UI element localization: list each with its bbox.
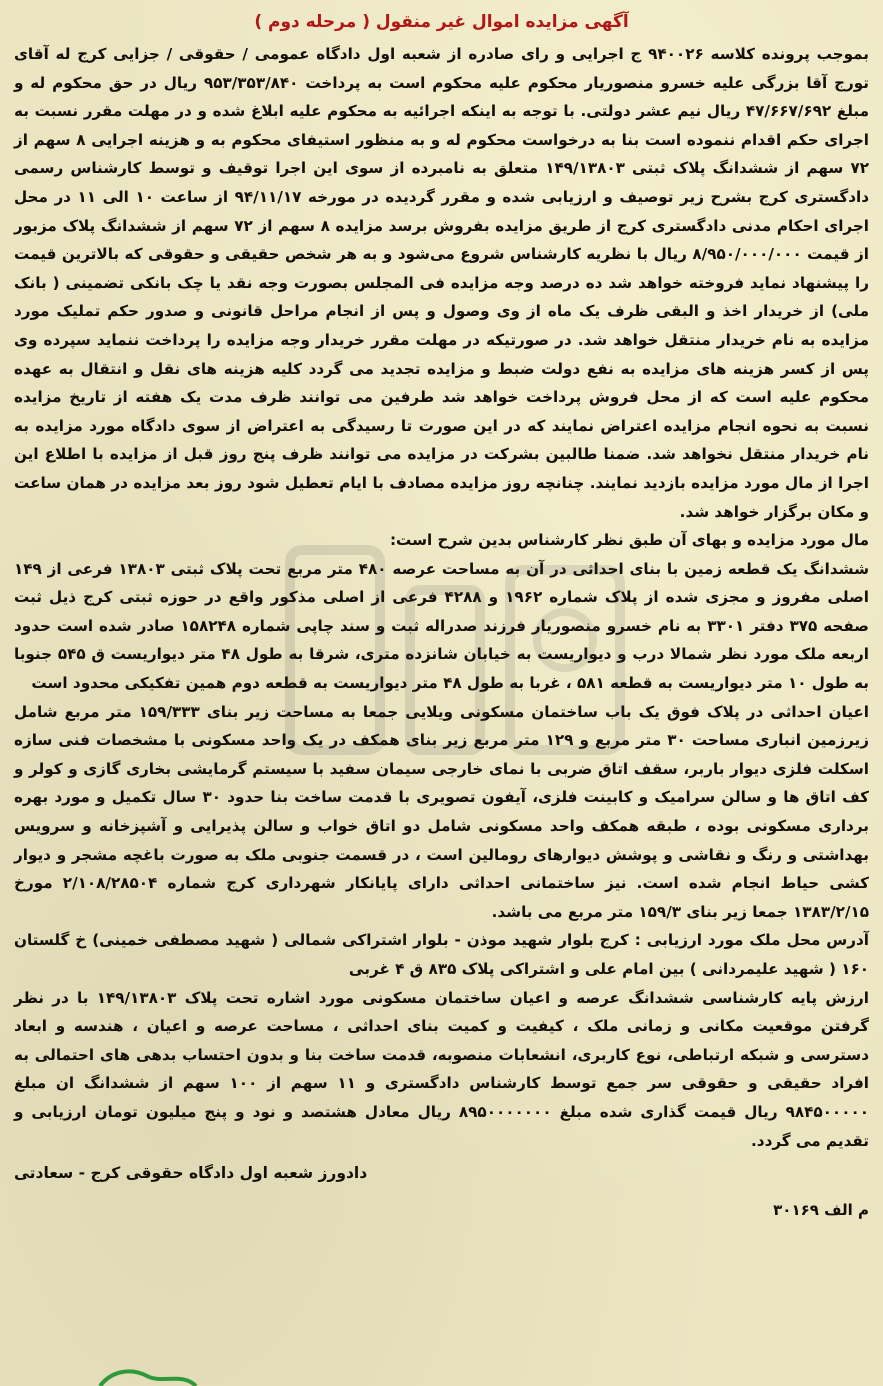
notice-title: آگهی مزایده اموال غیر منقول ( مرحله دوم ): [254, 12, 629, 32]
signature-line: دادورز شعبه اول دادگاه حقوقی کرج - سعادتی: [14, 1164, 368, 1183]
property-address-paragraph: آدرس محل ملک مورد ارزیابی : کرج بلوار شهید موذن - بلوار اشتراکی شمالی ( شهید مصطفی خمینی) خ گلستان ۱۶۰ ( شهید علیمردانی ) بین امام علی و اشتراکی پلاک ۸۳۵ ق ۴ غربی: [14, 931, 869, 978]
green-stamp-mark: [92, 1364, 202, 1386]
notice-body: [14, 40, 869, 1155]
notice-code: م الف ۳۰۱۶۹: [773, 1201, 869, 1220]
building-description-paragraph: اعیان احداثی در پلاک فوق یک باب ساختمان مسکونی ویلایی جمعا به مساحت زیر بنای ۱۵۹/۳۳۳ متر مربع شامل زیرزمین انباری مساحت ۳۰ متر مربع و ۱۲۹ متر مربع زیر بنای همکف در یک واحد مسکونی با مشخصات فنی سازه اسکلت فلزی دیوار باربر، سقف اتاق ضربی با نمای خارجی سیمان سفید با سیستم گرمایشی بخاری گازی و کولر و کف اتاق ها و سالن سرامیک و کابینت فلزی، آیفون تصویری با قدمت ساخت بنا حدود ۳۰ سال تکمیل و مورد بهره برداری مسکونی بوده ، طبقه همکف واحد مسکونی شامل دو اتاق خواب و سالن پذیرایی و آشپزخانه و سرویس بهداشتی و رنگ و نقاشی و پوشش دیوارهای رومالین است ، در قسمت جنوبی ملک به صورت باغچه مشجر و دیوار کشی حیاط انجام شده است. نیز ساختمانی احداثی دارای پایانکار شهرداری کرج شماره ۲/۱۰۸/۲۸۵۰۴ مورخ ۱۳۸۳/۲/۱۵ جمعا زیر بنای ۱۵۹/۳ متر مربع می باشد.: [14, 702, 869, 921]
land-description-paragraph: ششدانگ یک قطعه زمین با بنای احداثی در آن به مساحت عرصه ۴۸۰ متر مربع تحت پلاک ثبتی ۱۳۸۰۳ فرعی از ۱۴۹ اصلی مفروز و مجزی شده از پلاک شماره ۱۹۶۲ و ۴۲۸۸ فرعی از اصلی مذکور واقع در حوزه ثبتی کرج ذیل ثبت صفحه ۳۷۵ دفتر ۳۳۰۱ به نام خسرو منصوریار فرزند صدراله ثبت و سند چاپی شماره ۱۵۸۲۴۸ صادر شده است حدود اربعه ملک مورد نظر شمالا درب و دیواریست به خیابان شانزده متری، شرقا به طول ۴۸ متر دیواریست ق ۵۴۵ جنوبا به طول ۱۰ متر دیواریست به قطعه ۵۸۱ ، غربا به طول ۴۸ متر دیواریست به قطعه دوم همین تفکیکی محدود است: [14, 559, 870, 693]
appraisal-intro-paragraph: مال مورد مزایده و بهای آن طبق نظر کارشناس بدین شرح است:: [389, 531, 869, 550]
valuation-paragraph: ارزش پایه کارشناسی ششدانگ عرصه و اعیان ساختمان مسکونی مورد اشاره تحت پلاک ۱۴۹/۱۳۸۰۳ با در نظر گرفتن موقعیت مکانی و زمانی ملک ، کیفیت و کمیت بنای احداثی ، مساحت عرصه و اعیان ، هندسه و ابعاد دسترسی و شبکه ارتباطی، نوع کاربری، انشعابات منصوبه، قدمت ساخت بنا و بدون احتساب بدهی های احتمالی به افراد حقیقی و حقوقی سر جمع توسط کارشناس دادگستری و ۱۱ سهم از ۱۰۰ سهم از ششدانگ ان مبلغ ۹۸۴۵۰۰۰۰۰ ریال قیمت گذاری شده مبلغ ۸۹۵۰۰۰۰۰۰۰ ریال معادل هشتصد و نود و پنج میلیون تومان ارزیابی و تقدیم می گردد.: [14, 988, 870, 1150]
auction-terms-paragraph: بموجب پرونده کلاسه ۹۴۰۰۲۶ ج اجرایی و رای صادره از شعبه اول دادگاه عمومی / حقوقی / جزایی کرج له آقای تورج آقا بزرگی علیه خسرو منصوریار محکوم علیه محکوم است به پرداخت ۹۵۳/۳۵۳/۸۴۰ ریال در حق محکوم له و مبلغ ۴۷/۶۶۷/۶۹۲ ریال نیم عشر دولتی. با توجه به اینکه اجرائیه به محکوم علیه ابلاغ شده و در مهلت مقرر نسبت به اجرای حکم اقدام ننموده است بنا به درخواست محکوم له و به منظور استیفای محکوم به و هزینه اجرایی ۸ سهم از ۷۲ سهم از ششدانگ پلاک ثبتی ۱۴۹/۱۳۸۰۳ متعلق به نامبرده از سوی این اجرا توقیف و توسط کارشناس رسمی دادگستری کرج بشرح زیر توصیف و ارزیابی شده و مقرر گردیده در مورخه ۹۴/۱۱/۱۷ از ساعت ۱۰ الی ۱۱ در محل اجرای احکام مدنی دادگستری کرج از طریق مزایده بفروش برسد مزایده ۸ سهم از ۷۲ سهم از ششدانگ پلاک مزبور از قیمت ۸/۹۵۰/۰۰۰/۰۰۰ ریال با نظریه کارشناس شروع می‌شود و به هر شخص حقیقی و حقوقی که بالاترین قیمت را پیشنهاد نماید فروخته خواهد شد ده درصد وجه مزایده فی المجلس بصورت وجه نقد یا چک بانکی تضمینی ( بانک ملی) از خریدار اخذ و البقی ظرف یک ماه از وی وصول و پس از انجام مراحل قانونی و صدور حکم تملیک مورد مزایده به نام خریدار منتقل خواهد شد. در صورتیکه در مهلت مقرر خریدار وجه مزایده را پرداخت ننماید سپرده وی پس از کسر هزینه های مزایده به نفع دولت ضبط و مزایده تجدید می گردد کلیه هزینه های نقل و انتقال به عهده محکوم علیه است که از محل فروش پرداخت خواهد شد طرفین می توانند ظرف مدت یک هفته از تاریخ مزایده نسبت به نحوه انجام مزایده اعتراض نمایند که در این صورت تا رسیدگی به اعتراض از سوی دادگاه مورد مزایده به نام خریدار منتقل نخواهد شد. ضمنا طالبین بشرکت در مزایده می توانند ظرف پنج روز قبل از مزایده با اطلاع این اجرا از مال مورد مزایده بازدید نمایند. چنانچه روز مزایده مصادف با ایام تعطیل شود روز بعد مزایده در همان ساعت و مکان برگزار خواهد شد.: [14, 45, 870, 521]
